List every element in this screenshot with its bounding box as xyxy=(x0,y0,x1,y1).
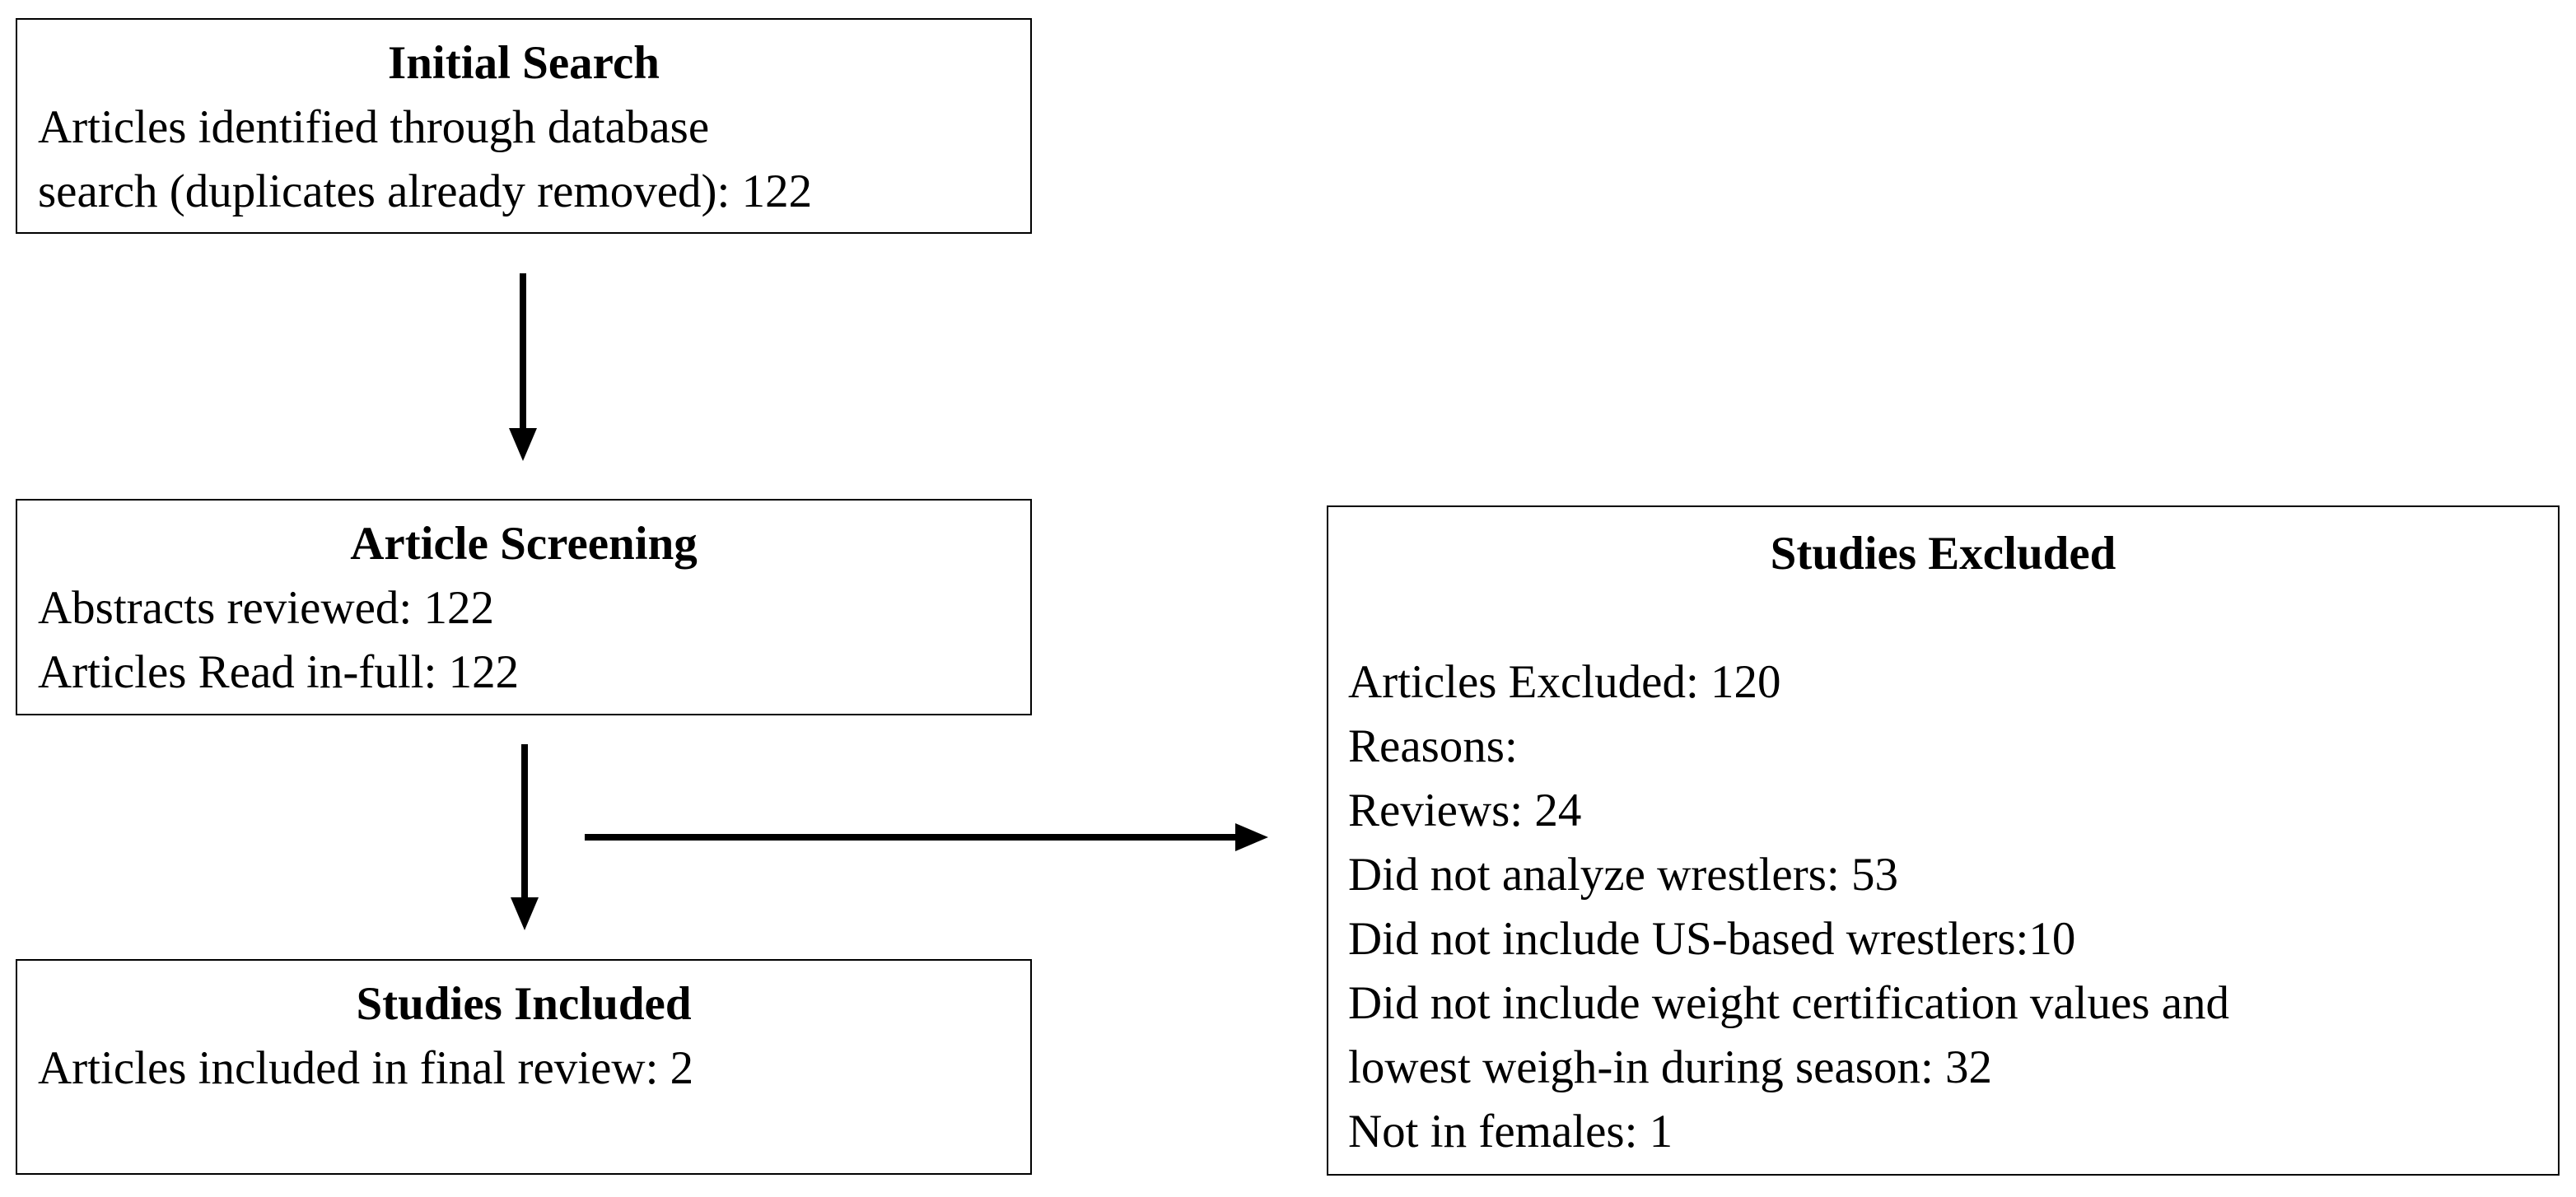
arrow-screening-to-excluded xyxy=(585,823,1268,851)
studies-included-box xyxy=(16,959,1032,1175)
initial-search-title: Initial Search xyxy=(388,37,660,89)
studies-excluded-line: Reasons: xyxy=(1348,720,1518,772)
studies-excluded-line: lowest weigh-in during season: 32 xyxy=(1348,1041,1993,1093)
studies-excluded-line: Not in females: 1 xyxy=(1348,1106,1673,1157)
initial-search-line: Articles identified through database xyxy=(38,101,710,153)
studies-excluded-line: Articles Excluded: 120 xyxy=(1348,656,1781,708)
arrow-screening-to-included xyxy=(511,744,539,930)
article-screening-line: Articles Read in-full: 122 xyxy=(38,646,520,698)
studies-excluded-line: Did not include weight certification values and xyxy=(1348,977,2230,1029)
initial-search-box xyxy=(16,18,1032,234)
studies-excluded-line: Did not include US-based wrestlers:10 xyxy=(1348,913,2076,965)
studies-excluded-line: Reviews: 24 xyxy=(1348,785,1582,836)
article-screening-line: Abstracts reviewed: 122 xyxy=(38,582,494,634)
studies-included-line: Articles included in final review: 2 xyxy=(38,1042,694,1094)
studies-excluded-line: Did not analyze wrestlers: 53 xyxy=(1348,849,1898,901)
article-screening-title: Article Screening xyxy=(350,518,698,570)
studies-included-title: Studies Included xyxy=(356,978,692,1030)
studies-excluded-box xyxy=(1327,505,2560,1176)
article-screening-box xyxy=(16,499,1032,715)
initial-search-line: search (duplicates already removed): 122 xyxy=(38,165,813,217)
arrow-search-to-screening xyxy=(509,273,537,461)
studies-excluded-title: Studies Excluded xyxy=(1770,528,2116,580)
